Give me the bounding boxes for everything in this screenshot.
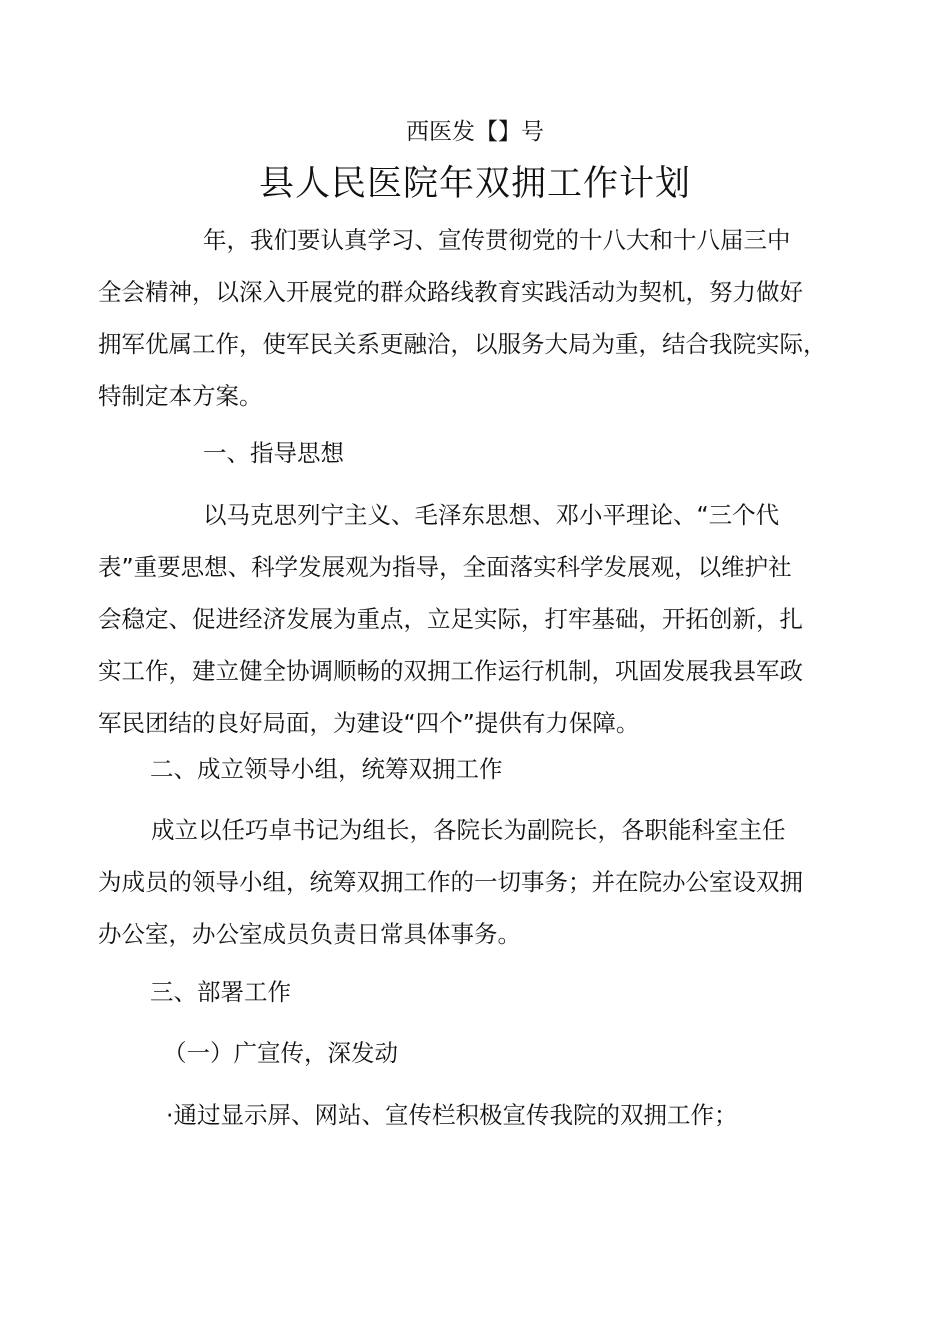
section2-heading: 二、成立领导小组，统筹双拥工作 <box>150 755 503 783</box>
section2-paragraph <box>98 804 850 960</box>
section1-line-3: 会稳定、促进经济发展为重点，立足实际，打牢基础，开拓创新，扎 <box>98 605 803 633</box>
intro-line-4: 特制定本方案。 <box>98 382 263 410</box>
intro-line-1: 年，我们要认真学习、宣传贯彻党的十八大和十八届三中 <box>203 226 791 254</box>
section2-line-3: 办公室，办公室成员负责日常具体事务。 <box>98 920 521 948</box>
section2-line-2: 为成员的领导小组，统筹双拥工作的一切事务；并在院办公室设双拥 <box>98 868 803 896</box>
section3-bullet-item: ·通过显示屏、网站、宣传栏积极宣传我院的双拥工作； <box>166 1101 738 1129</box>
section1-line-4: 实工作，建立健全协调顺畅的双拥工作运行机制，巩固发展我县军政 <box>98 657 803 685</box>
section1-heading: 一、指导思想 <box>203 439 344 467</box>
intro-paragraph <box>98 214 850 422</box>
section1-line-1: 以马克思列宁主义、毛泽东思想、邓小平理论、“三个代 <box>203 501 780 529</box>
document-title: 县人民医院年双拥工作计划 <box>258 164 691 204</box>
section1-line-2: 表”重要思想、科学发展观为指导，全面落实科学发展观，以维护社 <box>98 553 792 581</box>
section2-line-1: 成立以任巧卓书记为组长，各院长为副院长，各职能科室主任 <box>151 816 786 844</box>
section3-subheading: （一）广宣传，深发动 <box>163 1039 398 1067</box>
section1-paragraph <box>98 489 850 749</box>
intro-line-2: 全会精神，以深入开展党的群众路线教育实践活动为契机，努力做好 <box>98 278 803 306</box>
section1-line-5: 军民团结的良好局面，为建设“四个”提供有力保障。 <box>98 709 640 737</box>
section3-heading: 三、部署工作 <box>150 978 291 1006</box>
intro-line-3: 拥军优属工作，使军民关系更融洽，以服务大局为重，结合我院实际， <box>98 330 827 358</box>
document-number: 西医发【】号 <box>406 119 544 145</box>
